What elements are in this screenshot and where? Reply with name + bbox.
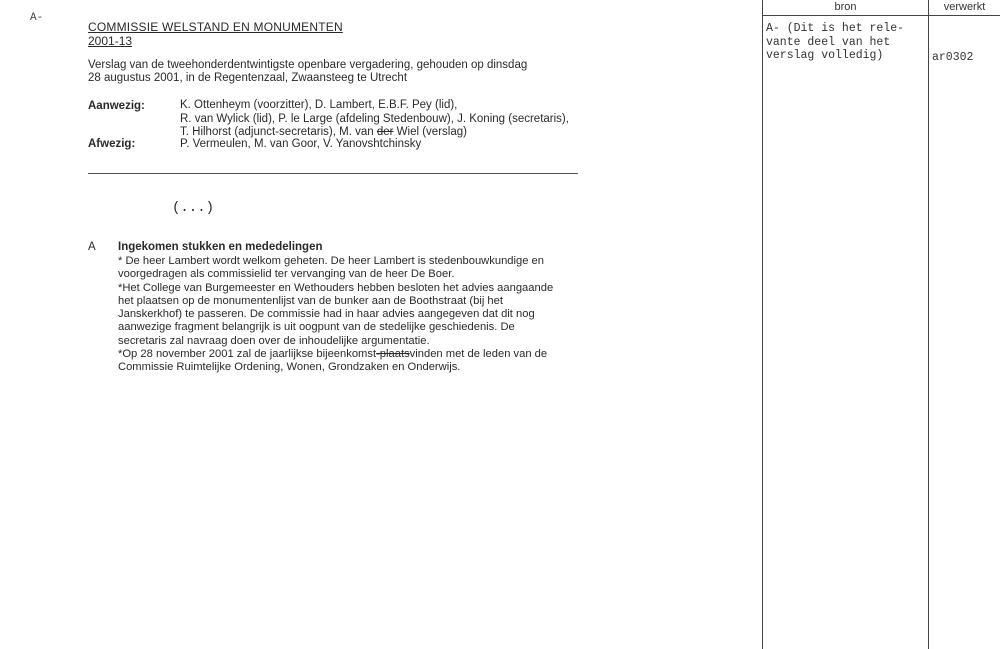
absent-list: P. Vermeulen, M. van Goor, V. Yanovshtchinsky [180, 138, 422, 150]
bron-note-line: A- (Dit is het rele- [766, 22, 905, 35]
bron-header: bron [834, 1, 857, 13]
present-line-tail: Wiel (verslag) [396, 126, 467, 138]
struck-word: der [376, 126, 394, 138]
present-line: K. Ottenheym (voorzitter), D. Lambert, E.B.F. Pey (lid), [180, 99, 458, 111]
section-title: Ingekomen stukken en mededelingen [118, 241, 323, 253]
paragraph-text: vinden met de leden van de [409, 348, 548, 361]
struck-word: -plaats [376, 348, 410, 361]
verwerkt-reference: ar0302 [932, 51, 974, 64]
paragraph-line: * De heer Lambert wordt welkom geheten. De heer Lambert is stedenbouwkundige en [118, 255, 544, 267]
section-letter: A [88, 241, 96, 253]
paragraph-line: Commissie Ruimtelijke Ordening, Wonen, Grondzaken en Onderwijs. [118, 361, 461, 374]
paragraph-line: aanwezige fragment belangrijk is uit oogpunt van de stedelijke geschiedenis. De [118, 321, 515, 334]
bron-note-line: vante deel van het [766, 35, 891, 49]
present-list [180, 99, 600, 140]
intro-line: 28 augustus 2001, in de Regentenzaal, Zwaansteeg te Utrecht [88, 72, 408, 84]
paragraph-line: Janskerkhof) te passeren. De commissie had in haar advies aangegeven dat dit nog [118, 308, 535, 321]
divider-line [88, 173, 578, 174]
section-body [118, 255, 578, 375]
bron-note-line: verslag volledig) [766, 49, 884, 62]
paragraph-text: *Op 28 november 2001 zal de jaarlijkse bijeenkomst [118, 348, 377, 361]
present-label: Aanwezig: [88, 100, 145, 112]
paragraph-line: *Het College van Burgemeester en Wethouders hebben besloten het advies aangaande [118, 281, 554, 294]
intro-line: Verslag van de tweehonderdentwintigste openbare vergadering, gehouden op dinsdag [88, 59, 528, 71]
margin-mark: A- [30, 12, 44, 24]
column-header-rule [762, 15, 1000, 16]
document-title: COMMISSIE WELSTAND EN MONUMENTEN [88, 20, 343, 34]
paragraph-line [118, 348, 578, 361]
column-divider-left [762, 0, 763, 649]
paragraph-line: het plaatsen op de monumentenlijst van de bunker aan de Boothstraat (bij het [118, 294, 503, 307]
omission-mark: (...) [172, 200, 215, 216]
paragraph-line: secretaris zal navraag doen over de inhoudelijke argumentatie. [118, 334, 430, 347]
present-line: R. van Wylick (lid), P. le Large (afdeling Stedenbouw), J. Koning (secretaris), [180, 112, 569, 125]
intro-text [88, 59, 568, 85]
absent-label: Afwezig: [88, 138, 136, 150]
verwerkt-header: verwerkt [943, 1, 986, 13]
present-line-text: T. Hilhorst (adjunct-secretaris), M. van [180, 126, 374, 138]
document-number: 2001-13 [88, 34, 133, 48]
bron-note [766, 22, 926, 63]
column-divider-right [928, 0, 929, 649]
paragraph-line: voorgedragen als commissielid ter vervanging van de heer De Boer. [118, 268, 455, 281]
